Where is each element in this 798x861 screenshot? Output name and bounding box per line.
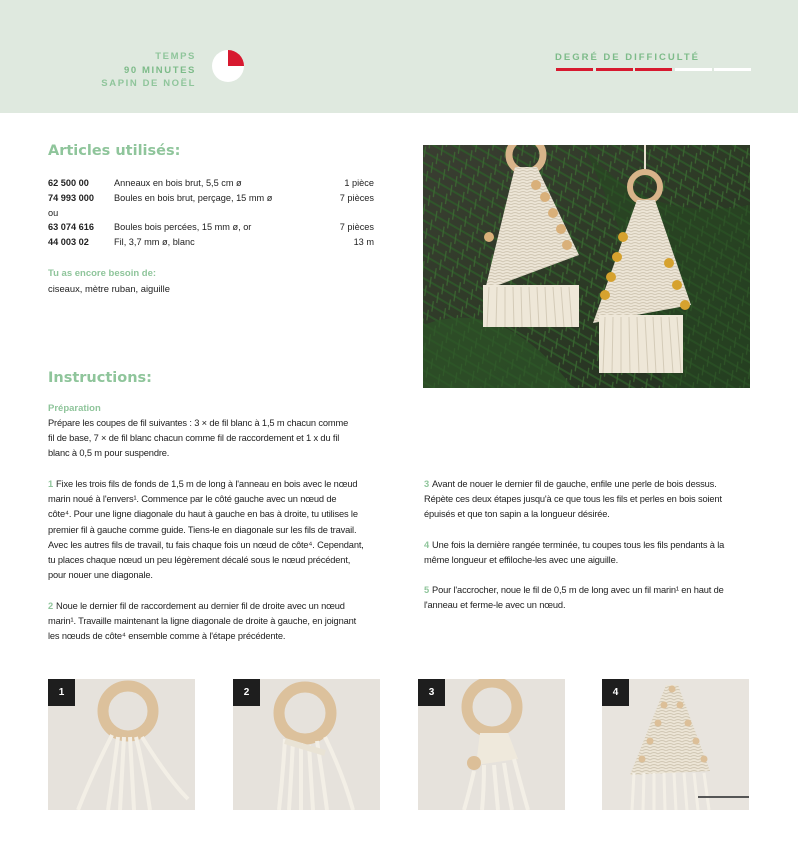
step-photo-1 [48,679,195,810]
step-photo-2 [233,679,380,810]
clock-icon [211,49,245,83]
item-code: 62 500 00 [48,178,89,188]
text-line: même longueur et effiloche-les avec une aiguille. [424,555,619,566]
text-line: fil de base, 7 × de fil blanc chacun comme fil de raccordement et 1 x du fil [48,433,340,444]
text-line: blanc à 0,5 m pour suspendre. [48,448,170,459]
step-1 [48,477,388,583]
step-number: 3 [424,479,430,489]
item-qty: 13 m [353,237,374,247]
step-photo-number: 2 [233,679,260,706]
text-line: premier fil à gauche comme guide. Tiens-le en diagonale sur les fils de travail. [48,524,357,535]
item-code: 74 993 000 [48,193,94,203]
preparation-title: Préparation [48,403,101,414]
item-qty: 7 pièces [339,193,374,203]
item-qty: 7 pièces [339,222,374,232]
item-desc: Fil, 3,7 mm ø, blanc [114,237,195,247]
list-item [48,191,374,206]
step-4 [424,538,764,568]
text-line: Une fois la dernière rangée terminée, tu coupes tous les fils pendants à la [432,540,725,550]
difficulty-bar-filled [556,68,593,71]
step-photo-4 [602,679,749,810]
text-line: Avant de nouer le dernier fil de gauche, enfile une perle de bois dessus. [432,479,717,489]
text-line: pour nouer une diagonale. [48,570,153,581]
or-separator: ou [48,208,59,218]
text-line: marin¹. Travaille maintenant la ligne diagonale de droite à gauche, en joignant [48,616,357,627]
difficulty-label: DEGRÉ DE DIFFICULTÉ [555,52,700,63]
list-item [48,176,374,191]
project-name: SAPIN DE NOËL [101,78,196,89]
text-line: l'anneau et ferme-le avec un nœud. [424,600,566,611]
step-2 [48,599,388,645]
step-photo-number: 1 [48,679,75,706]
needed-text: ciseaux, mètre ruban, aiguille [48,283,170,294]
step-number: 2 [48,601,54,611]
text-line: tu places chaque nœud un peu légèrement décalé sous le nœud précédent, [48,555,351,566]
instructions-title: Instructions: [48,370,152,386]
item-desc: Boules en bois brut, perçage, 15 mm ø [114,193,273,203]
text-line: Avec les autres fils de travail, tu fais chaque fois un nœud de côte⁴. Cependant, [48,539,364,550]
time-info [101,50,196,91]
materials-title: Articles utilisés: [48,143,181,159]
difficulty-meter [556,68,751,71]
list-item [48,235,374,250]
duration: 90 MINUTES [124,64,196,76]
text-line: Prépare les coupes de fil suivantes : 3 × de fil blanc à 1,5 m chacun comme [48,418,349,428]
text-line: côte⁴. Pour une ligne diagonale du haut à gauche en bas à droite, tu utilises le [48,509,358,520]
preparation-text [48,416,388,462]
item-qty: 1 pièce [344,178,374,188]
difficulty-bar-filled [596,68,633,71]
text-line: Pour l'accrocher, noue le fil de 0,5 m de long avec un fil marin¹ en haut de [432,585,724,595]
text-line: Noue le dernier fil de raccordement au dernier fil de droite avec un nœud [56,601,345,611]
step-photo-number: 4 [602,679,629,706]
list-item [48,220,374,235]
text-line: marin noué à l'envers¹. Commence par le côté gauche avec un nœud de [48,494,337,505]
item-code: 63 074 616 [48,222,94,232]
hero-photo [423,145,750,388]
text-line: Fixe les trois fils de fonds de 1,5 m de long à l'anneau en bois avec le nœud [56,479,358,489]
item-desc: Anneaux en bois brut, 5,5 cm ø [114,178,242,188]
step-5 [424,583,764,613]
text-line: Répète ces deux étapes jusqu'à ce que tous les fils et perles en bois soient [424,494,722,505]
time-label: TEMPS [155,51,196,62]
header-band [0,0,798,113]
step-photo-number: 3 [418,679,445,706]
item-code: 44 003 02 [48,237,89,247]
materials-list [48,176,374,250]
step-photo-3 [418,679,565,810]
step-number: 1 [48,479,54,489]
needed-title: Tu as encore besoin de: [48,268,157,279]
text-line: les nœuds de côte⁴ ensemble comme à l'étape précédente. [48,631,286,642]
difficulty-bar-empty [675,68,712,71]
difficulty-bar-filled [635,68,672,71]
step-3 [424,477,764,523]
difficulty-bar-empty [714,68,751,71]
step-number: 5 [424,585,430,595]
step-number: 4 [424,540,430,550]
text-line: épuisés et que ton sapin a la longueur désirée. [424,509,610,520]
item-desc: Boules bois percées, 15 mm ø, or [114,222,252,232]
